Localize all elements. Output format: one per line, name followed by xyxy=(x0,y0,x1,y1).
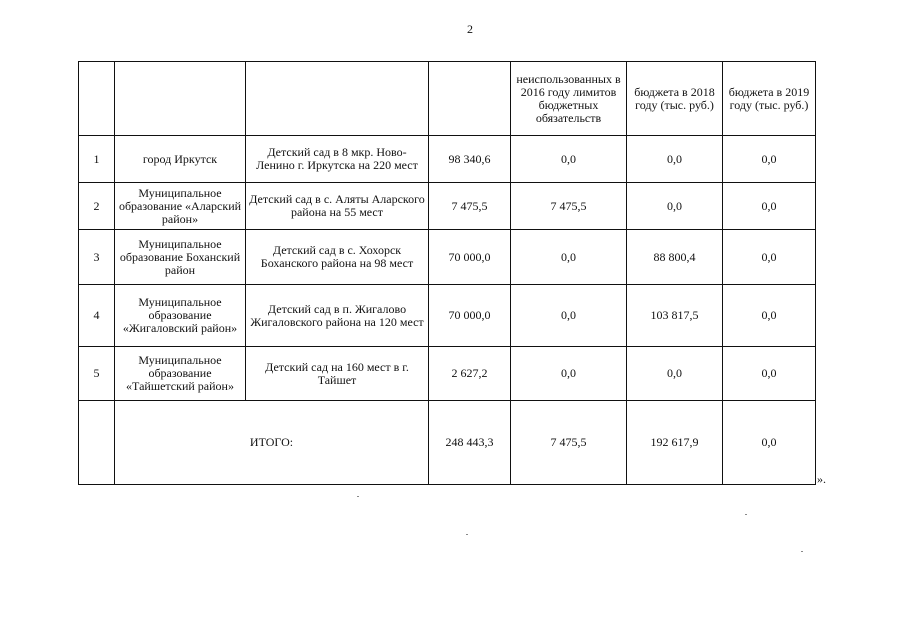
header-cell-unused-2016: неиспользованных в 2016 году лимитов бюджетных обязательств xyxy=(511,62,627,136)
header-cell-object xyxy=(246,62,429,136)
table-row xyxy=(79,183,816,230)
row-object: Детский сад в 8 мкр. Ново-Ленино г. Иркутска на 220 мест xyxy=(246,136,429,183)
header-cell-budget-2019: бюджета в 2019 году (тыс. руб.) xyxy=(723,62,816,136)
row-number: 5 xyxy=(79,347,115,401)
row-total: 2 627,2 xyxy=(429,347,511,401)
row-object: Детский сад на 160 мест в г. Тайшет xyxy=(246,347,429,401)
row-budget-2019: 0,0 xyxy=(723,183,816,230)
total-budget-2018: 192 617,9 xyxy=(627,401,723,485)
total-label: ИТОГО: xyxy=(115,401,429,485)
row-unused-2016: 0,0 xyxy=(511,230,627,285)
table-row xyxy=(79,136,816,183)
row-number: 3 xyxy=(79,230,115,285)
row-budget-2019: 0,0 xyxy=(723,230,816,285)
total-row xyxy=(79,401,816,485)
row-budget-2018: 0,0 xyxy=(627,136,723,183)
row-object: Детский сад в с. Хохорск Боханского района на 98 мест xyxy=(246,230,429,285)
budget-table xyxy=(78,61,816,485)
closing-quote-mark: ». xyxy=(817,472,826,486)
row-number: 4 xyxy=(79,285,115,347)
row-unused-2016: 0,0 xyxy=(511,285,627,347)
row-unused-2016: 0,0 xyxy=(511,347,627,401)
header-cell-total xyxy=(429,62,511,136)
row-budget-2018: 88 800,4 xyxy=(627,230,723,285)
scan-speck xyxy=(745,514,747,515)
table-row xyxy=(79,230,816,285)
row-budget-2018: 0,0 xyxy=(627,183,723,230)
header-cell-number xyxy=(79,62,115,136)
row-municipality: Муниципальное образование «Тайшетский район» xyxy=(115,347,246,401)
row-budget-2018: 103 817,5 xyxy=(627,285,723,347)
row-total: 70 000,0 xyxy=(429,285,511,347)
row-municipality: город Иркутск xyxy=(115,136,246,183)
total-unused-2016: 7 475,5 xyxy=(511,401,627,485)
header-cell-municipality xyxy=(115,62,246,136)
scan-speck xyxy=(357,496,359,497)
row-unused-2016: 7 475,5 xyxy=(511,183,627,230)
row-object: Детский сад в п. Жигалово Жигаловского района на 120 мест xyxy=(246,285,429,347)
scan-speck xyxy=(466,534,468,535)
row-total: 7 475,5 xyxy=(429,183,511,230)
row-total: 98 340,6 xyxy=(429,136,511,183)
table-row xyxy=(79,347,816,401)
row-budget-2019: 0,0 xyxy=(723,347,816,401)
row-budget-2019: 0,0 xyxy=(723,136,816,183)
total-budget-2019: 0,0 xyxy=(723,401,816,485)
row-number: 2 xyxy=(79,183,115,230)
row-municipality: Муниципальное образование Боханский район xyxy=(115,230,246,285)
row-municipality: Муниципальное образование «Аларский район» xyxy=(115,183,246,230)
row-object: Детский сад в с. Аляты Аларского района на 55 мест xyxy=(246,183,429,230)
row-total: 70 000,0 xyxy=(429,230,511,285)
table-header-row xyxy=(79,62,816,136)
total-row-number xyxy=(79,401,115,485)
page-number: 2 xyxy=(467,22,473,36)
row-municipality: Муниципальное образование «Жигаловский район» xyxy=(115,285,246,347)
total-sum: 248 443,3 xyxy=(429,401,511,485)
header-cell-budget-2018: бюджета в 2018 году (тыс. руб.) xyxy=(627,62,723,136)
row-budget-2018: 0,0 xyxy=(627,347,723,401)
scan-speck xyxy=(801,551,803,552)
row-number: 1 xyxy=(79,136,115,183)
row-budget-2019: 0,0 xyxy=(723,285,816,347)
table-row xyxy=(79,285,816,347)
row-unused-2016: 0,0 xyxy=(511,136,627,183)
